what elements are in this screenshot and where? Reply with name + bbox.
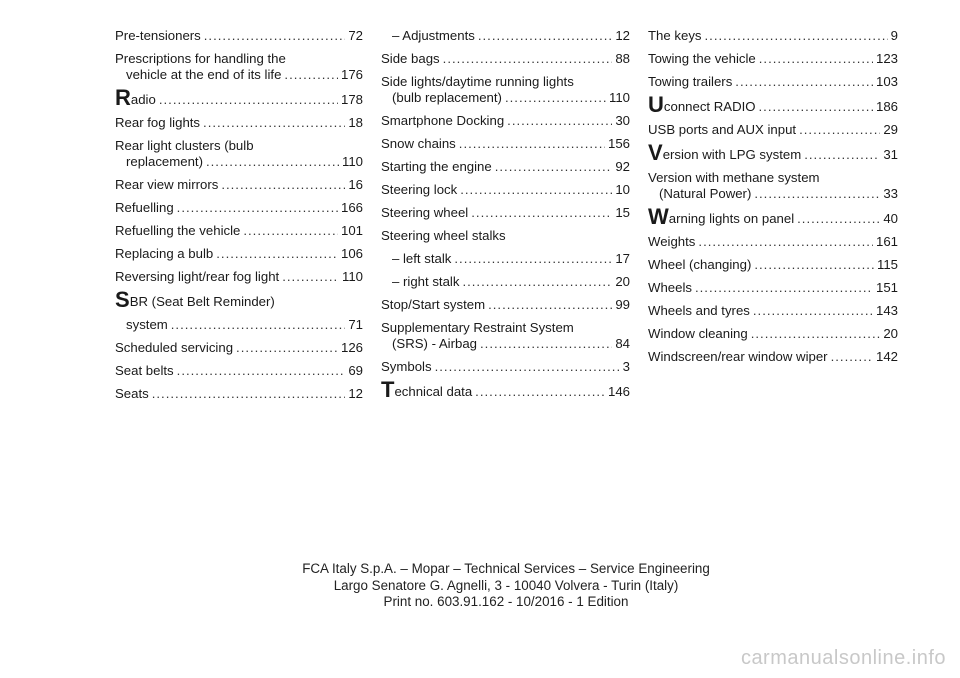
entry-text: system (126, 317, 168, 332)
index-entry (115, 115, 363, 131)
footer-line: Print no. 603.91.162 - 10/2016 - 1 Edition (383, 594, 629, 609)
section-letter: W (648, 204, 669, 229)
page-number: 103 (875, 74, 898, 89)
entry-text: echnical data (394, 384, 473, 399)
index-entry (115, 287, 363, 312)
entry-text-cont: (SRS) - Airbag (392, 336, 478, 351)
leader-dots (698, 234, 873, 250)
index-entry (381, 74, 630, 106)
index-entry (115, 340, 363, 356)
index-entry (648, 28, 898, 44)
page-number: 10 (615, 182, 630, 197)
page-number: 146 (607, 384, 630, 399)
footer-line: FCA Italy S.p.A. – Mopar – Technical Services – Service Engineering (302, 561, 710, 576)
watermark: carmanualsonline.info (740, 647, 946, 669)
entry-text: Symbols (381, 359, 432, 374)
leader-dots (735, 74, 873, 90)
leader-dots (804, 147, 880, 163)
section-letter: U (648, 92, 664, 117)
index-entry (648, 170, 898, 202)
entry-text: adio (130, 92, 156, 107)
entry-text: Refuelling (115, 200, 174, 215)
leader-dots (751, 326, 881, 342)
index-entry (115, 317, 363, 333)
leader-dots (459, 136, 605, 152)
entry-text-cont: (Natural Power) (659, 186, 752, 201)
page-number: 151 (875, 280, 898, 295)
leader-dots (759, 99, 873, 115)
index-entry (381, 251, 630, 267)
index-entry (115, 246, 363, 262)
leader-dots (206, 154, 339, 170)
page-number: 31 (883, 147, 898, 162)
page-number: 161 (875, 234, 898, 249)
page-number: 15 (615, 205, 630, 220)
page-number: 12 (348, 386, 363, 401)
entry-text: Towing trailers (648, 74, 733, 89)
leader-dots (705, 28, 888, 44)
page-number: 33 (883, 186, 898, 201)
leader-dots (488, 297, 612, 313)
index-entry (381, 205, 630, 221)
entry-text: Wheel (changing) (648, 257, 752, 272)
page-number: 12 (615, 28, 630, 43)
leader-dots (171, 317, 346, 333)
page-number: 106 (340, 246, 363, 261)
entry-text: Steering wheel (381, 205, 469, 220)
page-number: 30 (615, 113, 630, 128)
entry-text-cont: (bulb replacement) (392, 90, 502, 105)
index-entry (115, 177, 363, 193)
index-entry (381, 159, 630, 175)
section-letter: T (381, 377, 395, 402)
leader-dots (475, 384, 605, 400)
entry-text: Towing the vehicle (648, 51, 756, 66)
entry-text: Pre-tensioners (115, 28, 201, 43)
page-number: 166 (340, 200, 363, 215)
publisher-footer (26, 561, 960, 611)
index-entry (381, 359, 630, 375)
entry-text: Scheduled servicing (115, 340, 234, 355)
index-entry (648, 349, 898, 365)
index-entry (115, 223, 363, 239)
index-entry (381, 182, 630, 198)
index-entry (648, 280, 898, 296)
entry-text: connect RADIO (663, 99, 756, 114)
page-number: 143 (875, 303, 898, 318)
page-number: 99 (615, 297, 630, 312)
page-number: 92 (615, 159, 630, 174)
page-number: 88 (615, 51, 630, 66)
leader-dots (797, 211, 880, 227)
leader-dots (831, 349, 873, 365)
entry-text-cont: vehicle at the end of its life (126, 67, 282, 82)
page-number: 115 (876, 257, 898, 272)
entry-text: Starting the engine (381, 159, 492, 174)
page-number: 123 (875, 51, 898, 66)
entry-text: BR (Seat Belt Reminder) (129, 294, 275, 309)
entry-text: Seats (115, 386, 149, 401)
index-entry (115, 200, 363, 216)
index-entry (381, 28, 630, 44)
index-column-1 (115, 28, 363, 409)
entry-text: Window cleaning (648, 326, 748, 341)
entry-text: ersion with LPG system (662, 147, 802, 162)
index-entry (115, 386, 363, 402)
page-number: 72 (348, 28, 363, 43)
leader-dots (480, 336, 612, 352)
index-entry (115, 85, 363, 110)
leader-dots (754, 257, 874, 273)
index-entry (381, 113, 630, 129)
page-number: 110 (608, 90, 630, 105)
page-number: 84 (615, 336, 630, 351)
entry-text-cont: replacement) (126, 154, 203, 169)
entry-text: Version with methane system (648, 170, 820, 185)
page-number: 176 (340, 67, 363, 82)
leader-dots (236, 340, 338, 356)
leader-dots (799, 122, 880, 138)
page-number: 186 (875, 99, 898, 114)
page-number: 69 (348, 363, 363, 378)
index-entry (648, 140, 898, 165)
index-entry (648, 92, 898, 117)
index-entry (115, 363, 363, 379)
page-number: 101 (340, 223, 363, 238)
section-letter: R (115, 85, 131, 110)
page-number: 126 (340, 340, 363, 355)
entry-text: Smartphone Docking (381, 113, 505, 128)
page-number: 16 (348, 177, 363, 192)
index-entry (381, 228, 630, 244)
section-letter: S (115, 287, 130, 312)
leader-dots (471, 205, 612, 221)
entry-text: The keys (648, 28, 702, 43)
page-number: 110 (341, 269, 363, 284)
leader-dots (460, 182, 612, 198)
leader-dots (203, 115, 345, 131)
page-number: 17 (615, 251, 630, 266)
page-number: 178 (340, 92, 363, 107)
section-letter: V (648, 140, 663, 165)
index-entry (648, 204, 898, 229)
page-number: 142 (875, 349, 898, 364)
index-entry (115, 28, 363, 44)
leader-dots (177, 200, 338, 216)
leader-dots (216, 246, 338, 262)
page-number: 29 (883, 122, 898, 137)
page-number: 3 (622, 359, 630, 374)
entry-text: Rear view mirrors (115, 177, 219, 192)
leader-dots (243, 223, 338, 239)
page-number: 40 (883, 211, 898, 226)
entry-text: Rear fog lights (115, 115, 201, 130)
page-number: 20 (883, 326, 898, 341)
index-entry (381, 274, 630, 290)
index-entry (648, 234, 898, 250)
leader-dots (159, 92, 338, 108)
index-entry (115, 51, 363, 83)
leader-dots (478, 28, 612, 44)
entry-text: Snow chains (381, 136, 456, 151)
index-entry (381, 136, 630, 152)
leader-dots (505, 90, 606, 106)
leader-dots (454, 251, 612, 267)
entry-text: – Adjustments (392, 28, 475, 43)
entry-text: Windscreen/rear window wiper (648, 349, 828, 364)
index-column-2 (381, 28, 630, 407)
leader-dots (177, 363, 346, 379)
leader-dots (221, 177, 345, 193)
leader-dots (753, 303, 873, 319)
entry-text: Refuelling the vehicle (115, 223, 241, 238)
entry-text: Rear light clusters (bulb (115, 138, 254, 153)
entry-text: Reversing light/rear fog light (115, 269, 280, 284)
entry-text: – left stalk (392, 251, 452, 266)
entry-text: Prescriptions for handling the (115, 51, 286, 66)
leader-dots (754, 186, 880, 202)
entry-text: – right stalk (392, 274, 460, 289)
index-entry (115, 138, 363, 170)
entry-text: Seat belts (115, 363, 174, 378)
index-entry (381, 377, 630, 402)
leader-dots (282, 269, 339, 285)
index-entry (381, 320, 630, 352)
entry-text: Side lights/daytime running lights (381, 74, 574, 89)
page-number: 71 (348, 317, 363, 332)
entry-text: Stop/Start system (381, 297, 486, 312)
page-number: 156 (607, 136, 630, 151)
index-entry (381, 51, 630, 67)
entry-text: Weights (648, 234, 696, 249)
index-entry (115, 269, 363, 285)
leader-dots (462, 274, 612, 290)
entry-text: Replacing a bulb (115, 246, 214, 261)
index-entry (381, 297, 630, 313)
entry-text: Side bags (381, 51, 440, 66)
leader-dots (759, 51, 873, 67)
entry-text: arning lights on panel (668, 211, 795, 226)
entry-text: Steering wheel stalks (381, 228, 506, 243)
leader-dots (695, 280, 873, 296)
footer-line: Largo Senatore G. Agnelli, 3 - 10040 Volvera - Turin (Italy) (333, 577, 679, 593)
entry-text: Wheels and tyres (648, 303, 750, 318)
leader-dots (495, 159, 613, 175)
index-entry (648, 74, 898, 90)
leader-dots (435, 359, 620, 375)
entry-text: Wheels (648, 280, 692, 295)
leader-dots (204, 28, 346, 44)
entry-text: Supplementary Restraint System (381, 320, 574, 335)
entry-text: Steering lock (381, 182, 458, 197)
index-column-3 (648, 28, 898, 372)
entry-text: USB ports and AUX input (648, 122, 797, 137)
leader-dots (152, 386, 346, 402)
index-entry (648, 122, 898, 138)
page-number: 18 (348, 115, 363, 130)
index-entry (648, 326, 898, 342)
index-entry (648, 51, 898, 67)
page-number: 110 (341, 154, 363, 169)
page-number: 9 (890, 28, 898, 43)
leader-dots (507, 113, 612, 129)
index-entry (648, 257, 898, 273)
index-entry (648, 303, 898, 319)
leader-dots (284, 67, 338, 83)
page-number: 20 (615, 274, 630, 289)
leader-dots (443, 51, 613, 67)
